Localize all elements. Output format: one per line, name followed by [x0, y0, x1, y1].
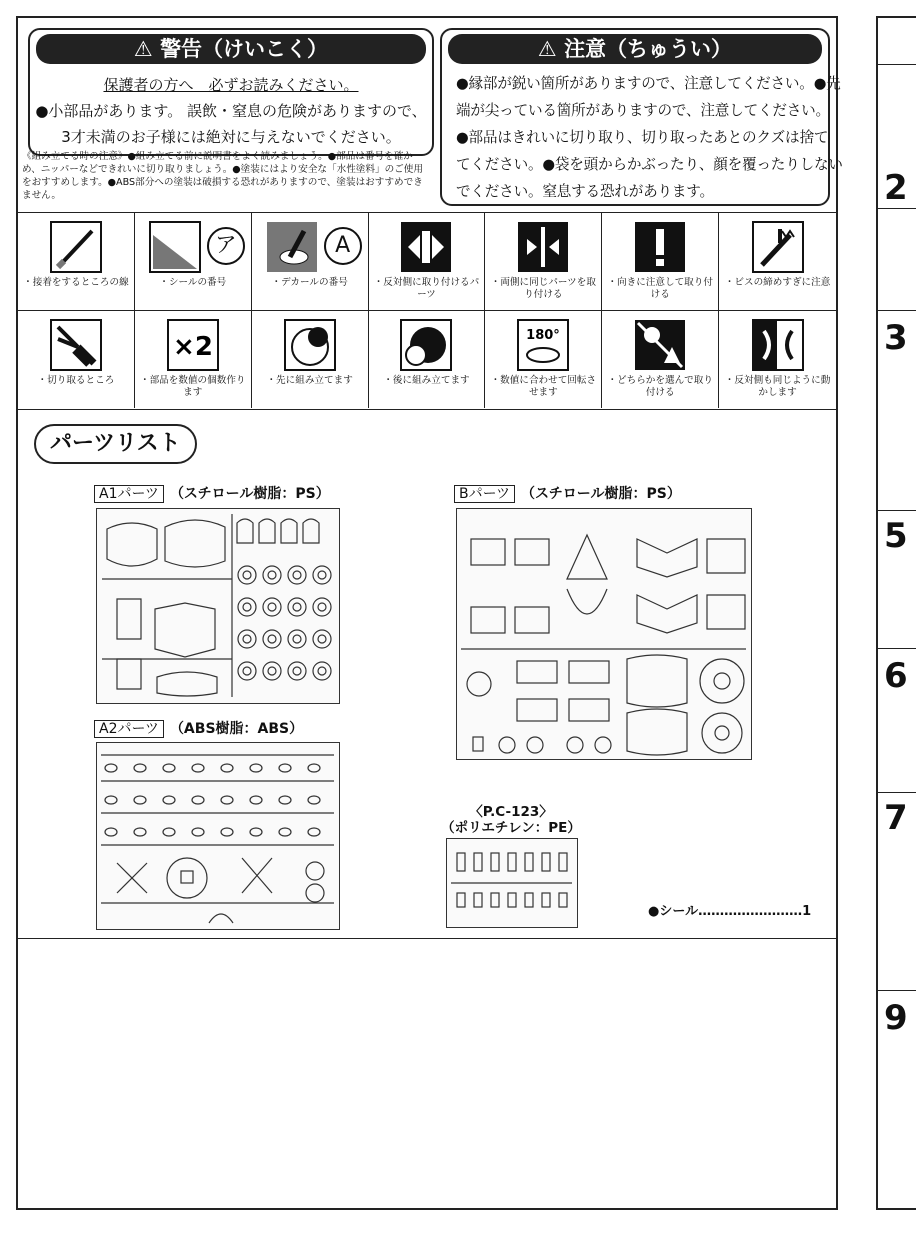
warning-line: ●小部品があります。 誤飲・窒息の危険がありますので、 [35, 102, 427, 120]
symbol-cell [369, 213, 486, 310]
symbol-cell [485, 311, 602, 408]
symbol-caption: ・接着をするところの線 [23, 277, 129, 288]
b-parts-label [454, 483, 681, 503]
opposite-side-icon [400, 221, 452, 273]
symbol-cell [602, 213, 719, 310]
rotate-icon [517, 319, 569, 371]
sticker-icon [149, 221, 237, 273]
svg-text:×2: ×2 [172, 332, 213, 362]
symbol-cell [18, 311, 135, 408]
symbol-caption: ・数値に合わせて回転させます [490, 375, 597, 398]
decal-icon [266, 221, 351, 273]
symbol-caption: ・切り取るところ [37, 375, 115, 386]
symbol-cell [602, 311, 719, 408]
symbol-cell [135, 213, 252, 310]
symbol-caption: ・先に組み立てます [266, 375, 353, 386]
warning-line: 3才未満のお子様には絶対に与えないでください。 [61, 128, 401, 146]
step-number: 9 [884, 998, 908, 1038]
caution-title: 注意（ちゅうい） [564, 37, 733, 61]
assemble-later-icon [400, 319, 452, 371]
assemble-first-icon [284, 319, 336, 371]
a2-parts-label [94, 718, 303, 738]
symbol-caption: ・両側に同じパーツを取り付ける [490, 277, 596, 300]
decal-number-glyph: A [324, 227, 362, 265]
step-number: 6 [884, 656, 908, 696]
symbol-cell [719, 213, 836, 310]
caution-line: でください。窒息する恐れがあります。 [456, 183, 714, 200]
next-page-strip [876, 16, 916, 1210]
a1-runner-diagram [96, 508, 340, 704]
a1-tag: A1パーツ [94, 485, 164, 503]
a2-runner-diagram [96, 742, 340, 930]
multiply-icon [167, 319, 219, 371]
warning-triangle-icon: ⚠ [537, 37, 557, 61]
manual-page [16, 16, 843, 1210]
both-sides-icon [517, 221, 569, 273]
mirror-motion-icon [752, 319, 804, 371]
symbol-cell [369, 311, 486, 408]
b-runner-diagram [456, 508, 752, 760]
symbol-caption: ・反対側も同じように動かします [724, 375, 831, 398]
sticker-number-glyph: ア [207, 227, 245, 265]
symbol-caption: ・どちらかを選んで取り付ける [607, 375, 713, 398]
b-tag: Bパーツ [454, 485, 515, 503]
symbol-cell [252, 213, 369, 310]
nipper-icon [50, 319, 102, 371]
svg-text:180°: 180° [526, 328, 561, 343]
symbol-cell [18, 213, 135, 310]
pc-parts-label [436, 804, 586, 836]
symbol-cell [135, 311, 252, 408]
choose-one-icon [634, 319, 686, 371]
symbol-caption: ・部品を数値の個数作ります [140, 375, 246, 398]
caution-line: ●縁部が鋭い箇所がありますので、注意してください。●先 [456, 75, 841, 92]
step-number: 2 [884, 168, 908, 208]
caution-line: ●部品はきれいに切り取り、切り取ったあとのクズは捨て [456, 129, 829, 146]
symbol-caption: ・シールの番号 [159, 277, 227, 288]
screwdriver-icon [752, 221, 804, 273]
symbol-caption: ・デカールの番号 [271, 277, 348, 288]
caution-header [448, 34, 822, 64]
warning-header [36, 34, 426, 64]
a1-material: （スチロール樹脂：PS） [169, 486, 330, 502]
step-number: 5 [884, 516, 908, 556]
pc-runner-diagram [446, 838, 578, 928]
warning-box [28, 28, 434, 156]
symbol-caption: ・後に組み立てます [383, 375, 470, 386]
assembly-note: 《組み立てる時の注意》●組み立てる前に説明書をよく読みましょう。●部品は番号を確かめ、ニッパーなどできれいに切り取りましょう。●塗装にはより安全な「水性塗料」のご使用をおすすめします。●ABS部分への塗装は破損する恐れがありますので、塗装はおすすめできません。 [22, 151, 423, 201]
symbol-legend [18, 212, 836, 410]
pc-title: 〈P.C-123〉 [469, 804, 553, 820]
warning-line: 保護者の方へ 必ずお読みください。 [103, 76, 359, 94]
step-number: 3 [884, 318, 908, 358]
warning-triangle-icon: ⚠ [133, 37, 153, 61]
seal-count: ●シール……………………1 [648, 904, 812, 919]
symbol-caption: ・反対側に取り付けるパーツ [373, 277, 480, 300]
pc-material: （ポリエチレン：PE） [441, 820, 581, 836]
step-number: 7 [884, 798, 908, 838]
a1-parts-label [94, 483, 330, 503]
caution-line: 端が尖っている箇所がありますので、注意してください。 [456, 102, 830, 119]
caution-line: てください。●袋を頭からかぶったり、顔を覆ったりしない [456, 156, 843, 173]
symbol-cell [719, 311, 836, 408]
warning-title: 警告（けいこく） [160, 37, 329, 61]
exclamation-icon [634, 221, 686, 273]
a2-tag: A2パーツ [94, 720, 164, 738]
a2-material: （ABS樹脂：ABS） [169, 721, 304, 737]
symbol-cell [252, 311, 369, 408]
parts-list-heading: パーツリスト [34, 424, 197, 464]
caution-box [440, 28, 843, 206]
symbol-caption: ・向きに注意して取り付ける [607, 277, 713, 300]
brush-icon [50, 221, 102, 273]
section-divider [18, 938, 836, 939]
symbol-cell [485, 213, 602, 310]
b-material: （スチロール樹脂：PS） [521, 486, 681, 502]
symbol-caption: ・ビスの締めすぎに注意 [724, 277, 831, 288]
